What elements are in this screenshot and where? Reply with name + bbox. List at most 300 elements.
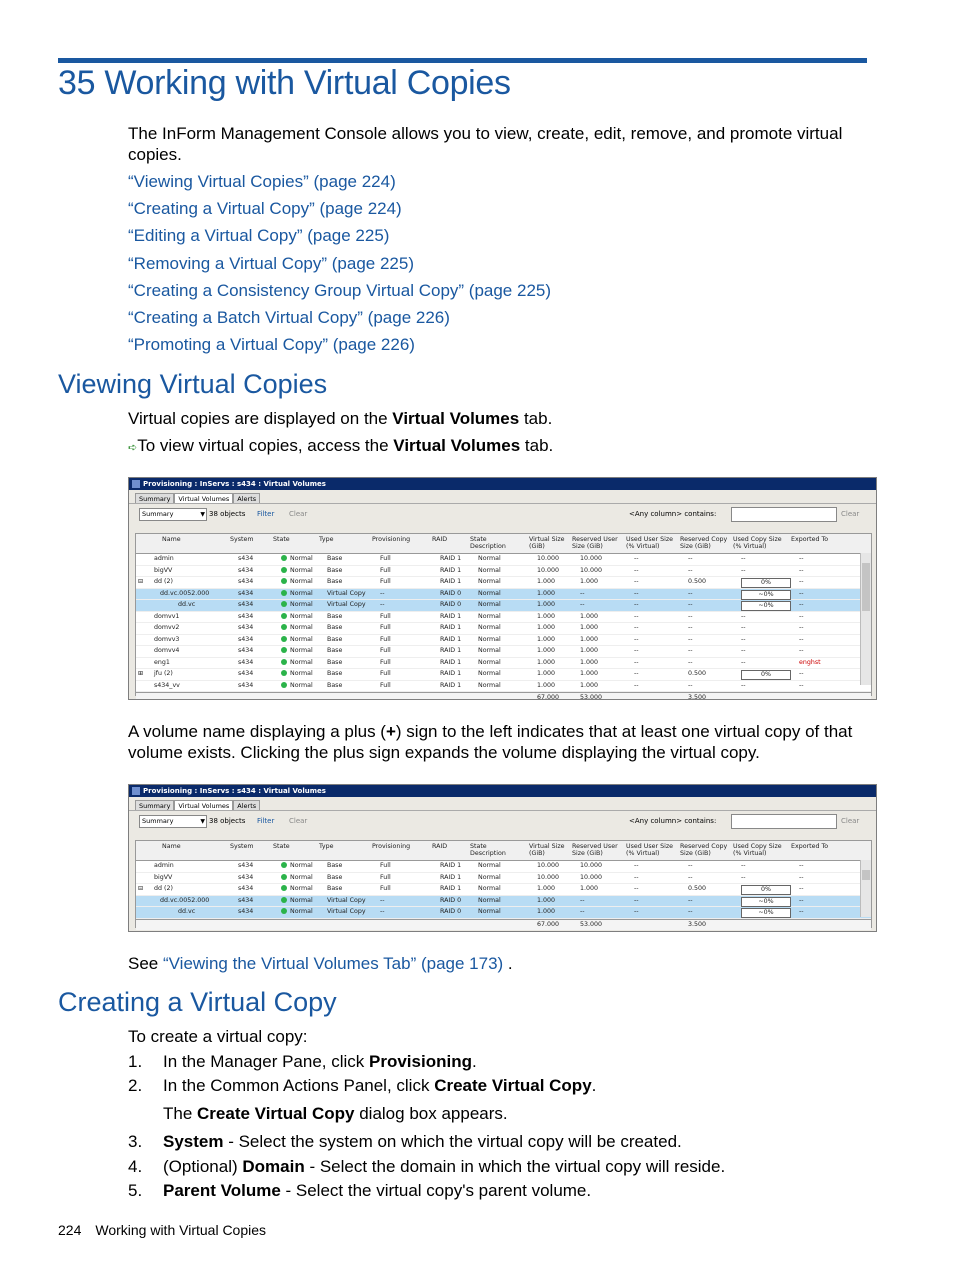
column-header[interactable]: Type <box>319 536 334 543</box>
vertical-scrollbar[interactable] <box>860 860 871 917</box>
expand-icon[interactable]: ⊞ <box>138 670 144 677</box>
clear-button[interactable]: Clear <box>289 817 308 825</box>
status-ok-icon <box>281 578 287 584</box>
table-cell: -- <box>799 862 804 869</box>
table-cell: Normal <box>478 578 501 585</box>
table-cell: -- <box>741 624 746 631</box>
table-cell: 1.000 <box>580 885 599 892</box>
table-row[interactable] <box>136 896 871 908</box>
table-cell: Full <box>380 635 391 643</box>
tab-alerts[interactable]: Alerts <box>233 493 260 504</box>
table-row[interactable] <box>136 600 871 612</box>
table-cell: Normal <box>281 636 313 644</box>
table-cell: 1.000 <box>537 635 556 643</box>
table-cell: -- <box>380 601 385 608</box>
table-cell: domvv3 <box>154 635 180 643</box>
table-cell: -- <box>741 658 746 666</box>
table-cell: -- <box>688 658 693 666</box>
table-cell: Full <box>380 873 391 881</box>
table-cell: -- <box>634 589 639 597</box>
table-cell: -- <box>380 589 385 597</box>
table-cell: -- <box>580 601 585 608</box>
table-cell: ~0% <box>741 908 791 918</box>
table-cell: Full <box>380 885 391 892</box>
status-ok-icon <box>281 636 287 642</box>
window-icon <box>132 480 140 488</box>
table-cell: Full <box>380 578 391 585</box>
viewing-heading: Viewing Virtual Copies <box>58 369 328 399</box>
table-cell: -- <box>580 908 585 915</box>
table-cell: s434 <box>238 658 254 666</box>
table-cell: 1.000 <box>537 612 556 620</box>
table-cell: -- <box>741 555 746 562</box>
table-cell: Base <box>327 578 343 585</box>
table-cell: Full <box>380 681 391 689</box>
column-filter-label: <Any column> contains: <box>629 817 717 825</box>
table-cell: RAID 0 <box>440 601 462 608</box>
column-header[interactable]: State Description <box>470 843 506 857</box>
toc-link-removing[interactable]: “Removing a Virtual Copy” (page 225) <box>128 253 414 273</box>
table-cell: -- <box>741 612 746 620</box>
table-cell: RAID 1 <box>440 873 462 881</box>
table-cell: RAID 0 <box>440 896 462 904</box>
object-count: 38 objects <box>209 510 246 518</box>
table-cell: Full <box>380 624 391 631</box>
column-header[interactable]: Name <box>162 843 181 850</box>
plus-sign-paragraph: A volume name displaying a plus (+) sign to the left indicates that at least one virtual copy of that volume exists. Clicking the plus sign expands the volume displaying the virtual copy. <box>128 722 853 762</box>
table-cell: Base <box>327 862 343 869</box>
status-ok-icon <box>281 601 287 607</box>
table-cell: 1.000 <box>537 658 556 666</box>
column-header[interactable]: RAID <box>432 536 448 543</box>
chapter-title: 35 Working with Virtual Copies <box>58 64 511 102</box>
table-cell: Base <box>327 873 343 881</box>
table-cell: RAID 1 <box>440 555 462 562</box>
column-header[interactable]: Provisioning <box>372 536 411 543</box>
table-cell: RAID 1 <box>440 862 462 869</box>
table-cell: dd (2) <box>154 578 173 585</box>
table-cell: 1.000 <box>580 635 599 643</box>
shot-titlebar: Provisioning : InServs : s434 : Virtual Volumes <box>129 785 876 797</box>
table-cell: Normal <box>478 873 501 881</box>
table-cell: 0% <box>741 670 791 680</box>
table-cell: dd (2) <box>154 885 173 892</box>
table-cell: -- <box>799 578 804 585</box>
creating-heading: Creating a Virtual Copy <box>58 987 337 1017</box>
grid-header <box>136 534 871 554</box>
table-cell: Base <box>327 566 343 574</box>
table-cell: ~0% <box>741 601 791 611</box>
shot-titlebar: Provisioning : InServs : s434 : Virtual Volumes <box>129 478 876 490</box>
table-row[interactable] <box>136 589 871 601</box>
table-cell: s434 <box>238 681 254 689</box>
table-cell: Normal <box>281 659 313 667</box>
table-cell: 1.000 <box>580 612 599 620</box>
page-number: 224 <box>58 1222 82 1238</box>
table-cell: enghst <box>799 658 821 666</box>
status-ok-icon <box>281 555 287 561</box>
column-header[interactable]: Reserved User Size (GiB) <box>572 843 618 857</box>
column-header[interactable]: Name <box>162 536 181 543</box>
table-cell: Normal <box>281 682 313 690</box>
collapse-icon[interactable]: ⊟ <box>138 578 144 585</box>
table-cell: Full <box>380 612 391 620</box>
volumes-grid <box>135 840 872 928</box>
table-cell: -- <box>799 566 804 574</box>
table-cell: -- <box>799 589 804 597</box>
table-row[interactable] <box>136 635 871 647</box>
table-cell: s434 <box>238 589 254 597</box>
table-cell: -- <box>741 647 746 654</box>
table-cell: domvv1 <box>154 612 180 620</box>
table-cell: s434 <box>238 555 254 562</box>
table-cell: 10.000 <box>537 566 560 574</box>
column-header[interactable]: Reserved Copy Size (GiB) <box>680 843 728 857</box>
table-cell: -- <box>380 908 385 915</box>
status-ok-icon <box>281 862 287 868</box>
clear-filter-button[interactable]: Clear <box>841 510 860 518</box>
toc-link-creating[interactable]: “Creating a Virtual Copy” (page 224) <box>128 199 402 219</box>
table-cell: -- <box>741 862 746 869</box>
table-cell: Normal <box>478 885 501 892</box>
intro-paragraph: The InForm Management Console allows you to view, create, edit, remove, and promote virtual copies. <box>128 124 843 164</box>
table-cell: s434 <box>238 862 254 869</box>
table-cell: -- <box>688 647 693 654</box>
table-cell: Full <box>380 647 391 654</box>
table-cell: Normal <box>478 681 501 689</box>
chapter-rule <box>58 58 867 63</box>
table-cell: -- <box>634 555 639 562</box>
table-cell: 1.000 <box>537 624 556 631</box>
arrow-icon: ➪ <box>128 442 138 454</box>
status-ok-icon <box>281 624 287 630</box>
table-cell: -- <box>688 635 693 643</box>
table-cell: -- <box>634 647 639 654</box>
table-cell: Normal <box>478 589 501 597</box>
table-cell: 1.000 <box>537 681 556 689</box>
tab-virtual-volumes[interactable]: Virtual Volumes <box>174 493 233 504</box>
column-header[interactable]: Provisioning <box>372 843 411 850</box>
table-cell: 1.000 <box>537 885 556 892</box>
table-cell: Normal <box>478 896 501 904</box>
table-row[interactable] <box>136 907 871 919</box>
table-cell: Normal <box>478 624 501 631</box>
table-cell: Base <box>327 635 343 643</box>
table-row[interactable] <box>136 861 871 873</box>
table-cell: 0.500 <box>688 578 707 585</box>
table-row[interactable] <box>136 577 871 589</box>
table-cell: Normal <box>281 601 313 609</box>
table-cell: dd.vc.0052.000 <box>160 896 210 904</box>
table-cell: s434 <box>238 612 254 620</box>
scroll-thumb[interactable] <box>862 563 870 611</box>
table-cell: 1.000 <box>537 647 556 654</box>
table-cell: -- <box>688 862 693 869</box>
table-cell: Normal <box>478 647 501 654</box>
filter-input[interactable] <box>731 814 837 829</box>
table-cell: 0% <box>741 885 791 895</box>
column-header[interactable]: System <box>230 843 254 850</box>
total-cell: 3.500 <box>688 920 707 928</box>
scroll-thumb[interactable] <box>862 870 870 880</box>
column-header[interactable]: Type <box>319 843 334 850</box>
column-header[interactable]: Used User Size (% Virtual) <box>626 843 674 857</box>
table-cell: RAID 1 <box>440 885 462 892</box>
toc-link-promoting[interactable]: “Promoting a Virtual Copy” (page 226) <box>128 335 415 355</box>
column-header[interactable]: RAID <box>432 843 448 850</box>
column-header[interactable]: Used User Size (% Virtual) <box>626 536 674 550</box>
table-cell: 1.000 <box>537 589 556 597</box>
view-select[interactable]: Summary ▼ <box>139 508 207 521</box>
table-cell: -- <box>799 635 804 643</box>
table-cell: Full <box>380 670 391 677</box>
tab-alerts[interactable]: Alerts <box>233 800 260 811</box>
table-cell: admin <box>154 555 174 562</box>
status-ok-icon <box>281 670 287 676</box>
table-cell: Base <box>327 681 343 689</box>
grid-header <box>136 841 871 861</box>
table-cell: Normal <box>478 908 501 915</box>
object-count: 38 objects <box>209 817 246 825</box>
filter-input[interactable] <box>731 507 837 522</box>
see-also: See “Viewing the Virtual Volumes Tab” (page 173) . <box>128 954 513 973</box>
table-cell: RAID 1 <box>440 578 462 585</box>
column-header[interactable]: Used Copy Size (% Virtual) <box>733 843 782 857</box>
table-cell: Normal <box>281 874 313 882</box>
column-header[interactable]: System <box>230 536 254 543</box>
table-cell: -- <box>799 908 804 915</box>
toc-link-editing[interactable]: “Editing a Virtual Copy” (page 225) <box>128 226 390 246</box>
table-cell: s434 <box>238 624 254 631</box>
table-cell: 0.500 <box>688 670 707 677</box>
view-select[interactable]: Summary ▼ <box>139 815 207 828</box>
table-cell: s434 <box>238 647 254 654</box>
table-cell: 1.000 <box>537 670 556 677</box>
table-cell: Normal <box>281 613 313 621</box>
table-row[interactable] <box>136 873 871 885</box>
grid-totals <box>136 919 871 930</box>
table-cell: -- <box>799 624 804 631</box>
table-cell: RAID 1 <box>440 566 462 574</box>
table-cell: -- <box>741 681 746 689</box>
status-ok-icon <box>281 647 287 653</box>
table-cell: -- <box>688 624 693 631</box>
table-cell: 10.000 <box>580 566 603 574</box>
column-header[interactable]: Virtual Size (GiB) <box>529 843 565 857</box>
table-cell: Base <box>327 658 343 666</box>
table-cell: -- <box>634 896 639 904</box>
table-row[interactable] <box>136 646 871 658</box>
table-cell: Normal <box>478 658 501 666</box>
column-header[interactable]: State <box>273 843 290 850</box>
status-ok-icon <box>281 885 287 891</box>
table-cell: 1.000 <box>537 601 556 608</box>
toc-link-consistency[interactable]: “Creating a Consistency Group Virtual Copy” (page 225) <box>128 280 552 300</box>
grid-totals <box>136 692 871 700</box>
table-cell: Full <box>380 862 391 869</box>
column-header[interactable]: Reserved Copy Size (GiB) <box>680 536 728 550</box>
column-header[interactable]: State <box>273 536 290 543</box>
step-3: 3. System - Select the system on which the virtual copy will be created. <box>128 1132 682 1151</box>
virtual-volumes-screenshot-full <box>128 477 877 700</box>
table-row[interactable] <box>136 623 871 635</box>
table-cell: Normal <box>281 590 313 598</box>
status-ok-icon <box>281 682 287 688</box>
table-cell: Virtual Copy <box>327 896 366 904</box>
collapse-icon[interactable]: ⊟ <box>138 885 144 892</box>
table-cell: s434 <box>238 578 254 585</box>
table-cell: Full <box>380 658 391 666</box>
table-row[interactable] <box>136 658 871 670</box>
table-cell: Base <box>327 555 343 562</box>
table-cell: -- <box>688 555 693 562</box>
toc-link-viewing[interactable]: “Viewing Virtual Copies” (page 224) <box>128 172 396 191</box>
toc-link-batch[interactable]: “Creating a Batch Virtual Copy” (page 226) <box>128 307 450 327</box>
virtual-volumes-screenshot-expanded <box>128 784 877 932</box>
filter-button[interactable]: Filter <box>257 510 275 518</box>
table-cell: Normal <box>281 555 313 563</box>
table-cell: -- <box>799 896 804 904</box>
table-cell: Normal <box>281 885 313 893</box>
table-cell: Normal <box>478 635 501 643</box>
table-cell: Normal <box>478 670 501 677</box>
column-header[interactable]: Exported To <box>791 843 829 850</box>
column-header[interactable]: Reserved User Size (GiB) <box>572 536 618 550</box>
table-cell: -- <box>688 612 693 620</box>
table-cell: Base <box>327 647 343 654</box>
table-cell: RAID 1 <box>440 624 462 631</box>
table-cell: -- <box>634 612 639 620</box>
table-cell: RAID 0 <box>440 589 462 597</box>
table-cell: Virtual Copy <box>327 589 366 597</box>
see-also-link[interactable]: “Viewing the Virtual Volumes Tab” (page 173) <box>162 954 504 973</box>
table-cell: RAID 0 <box>440 908 462 915</box>
table-cell: 1.000 <box>580 681 599 689</box>
table-cell: Normal <box>478 601 501 608</box>
table-cell: Virtual Copy <box>327 601 366 608</box>
table-cell: 10.000 <box>580 862 603 869</box>
status-ok-icon <box>281 659 287 665</box>
table-cell: dd.vc <box>178 601 196 608</box>
table-cell: RAID 1 <box>440 670 462 677</box>
table-cell: Base <box>327 670 343 677</box>
table-cell: Normal <box>478 566 501 574</box>
table-cell: 10.000 <box>580 555 603 562</box>
table-cell: -- <box>799 885 804 892</box>
table-cell: Normal <box>478 555 501 562</box>
table-cell: Base <box>327 624 343 631</box>
table-cell: -- <box>799 681 804 689</box>
clear-filter-button[interactable]: Clear <box>841 817 860 825</box>
table-cell: -- <box>634 885 639 892</box>
table-cell: s434 <box>238 873 254 881</box>
page-footer <box>58 1222 280 1238</box>
table-cell: Normal <box>281 670 313 678</box>
table-cell: -- <box>634 873 639 881</box>
column-header[interactable]: Used Copy Size (% Virtual) <box>733 536 782 550</box>
creating-intro: To create a virtual copy: <box>128 1027 308 1046</box>
table-cell: RAID 1 <box>440 647 462 654</box>
filter-button[interactable]: Filter <box>257 817 275 825</box>
table-cell: 1.000 <box>580 647 599 654</box>
shot-tabs <box>129 490 876 503</box>
table-cell: -- <box>580 589 585 597</box>
status-ok-icon <box>281 590 287 596</box>
step-5: 5. Parent Volume - Select the virtual copy's parent volume. <box>128 1181 592 1200</box>
table-cell: -- <box>799 873 804 881</box>
table-cell: Normal <box>281 897 313 905</box>
column-header[interactable]: State Description <box>470 536 506 550</box>
vertical-scrollbar[interactable] <box>860 553 871 685</box>
tab-summary[interactable]: Summary <box>135 493 174 504</box>
status-ok-icon <box>281 908 287 914</box>
table-cell: s434_vv <box>154 681 180 689</box>
table-cell: -- <box>634 862 639 869</box>
table-cell: ~0% <box>741 897 791 907</box>
table-cell: domvv4 <box>154 647 180 654</box>
table-cell: 10.000 <box>537 873 560 881</box>
table-cell: RAID 1 <box>440 681 462 689</box>
table-cell: dd.vc.0052.000 <box>160 589 210 597</box>
total-cell: 53.000 <box>580 920 603 928</box>
table-cell: 10.000 <box>580 873 603 881</box>
table-cell: Normal <box>281 578 313 586</box>
table-cell: -- <box>688 873 693 881</box>
window-icon <box>132 787 140 795</box>
tab-summary[interactable]: Summary <box>135 800 174 811</box>
table-cell: 1.000 <box>580 624 599 631</box>
table-cell: -- <box>634 601 639 608</box>
table-row[interactable] <box>136 669 871 681</box>
table-cell: Full <box>380 555 391 562</box>
column-filter-label: <Any column> contains: <box>629 510 717 518</box>
table-cell: s434 <box>238 896 254 904</box>
table-cell: -- <box>799 555 804 562</box>
status-ok-icon <box>281 874 287 880</box>
table-row[interactable] <box>136 566 871 578</box>
table-cell: -- <box>580 896 585 904</box>
total-cell: 3.500 <box>688 694 707 700</box>
table-row[interactable] <box>136 681 871 693</box>
table-cell: RAID 1 <box>440 612 462 620</box>
table-cell: s434 <box>238 908 254 915</box>
table-row[interactable] <box>136 554 871 566</box>
column-header[interactable]: Virtual Size (GiB) <box>529 536 565 550</box>
table-cell: -- <box>634 908 639 915</box>
step-1: 1. In the Manager Pane, click Provisioning. <box>128 1052 477 1071</box>
column-header[interactable]: Exported To <box>791 536 829 543</box>
table-row[interactable] <box>136 612 871 624</box>
table-cell: -- <box>741 873 746 881</box>
status-ok-icon <box>281 613 287 619</box>
status-ok-icon <box>281 897 287 903</box>
table-cell: Normal <box>478 612 501 620</box>
table-cell: s434 <box>238 635 254 643</box>
table-cell: dd.vc <box>178 908 196 915</box>
table-cell: 1.000 <box>537 908 556 915</box>
shot-toolbar <box>129 810 876 829</box>
tab-virtual-volumes[interactable]: Virtual Volumes <box>174 800 233 811</box>
table-row[interactable] <box>136 884 871 896</box>
table-cell: -- <box>799 601 804 608</box>
table-cell: Virtual Copy <box>327 908 366 915</box>
clear-button[interactable]: Clear <box>289 510 308 518</box>
table-cell: -- <box>799 612 804 620</box>
table-cell: Normal <box>478 862 501 869</box>
table-cell: domvv2 <box>154 624 180 631</box>
table-cell: 0.500 <box>688 885 707 892</box>
table-cell: s434 <box>238 670 254 677</box>
